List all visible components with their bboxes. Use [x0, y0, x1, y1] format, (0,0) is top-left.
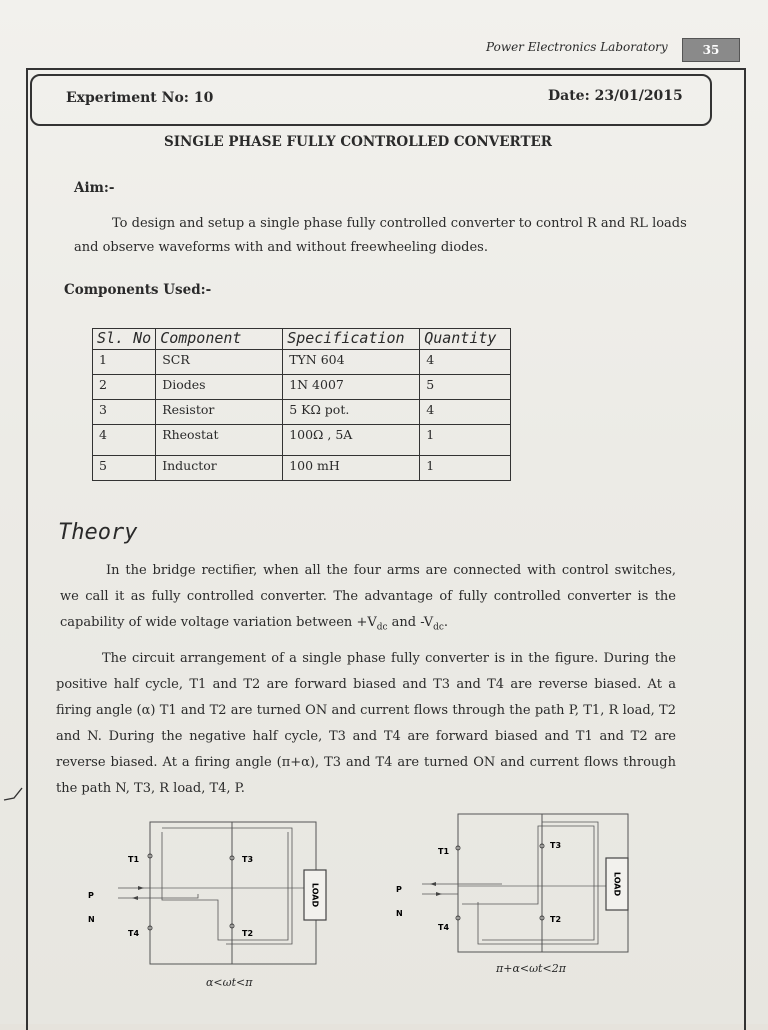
label-t3: T3 [242, 855, 254, 864]
table-header-row [93, 329, 511, 350]
components-heading: Components Used:- [64, 282, 212, 298]
label-t1: T1 [438, 847, 450, 856]
label-t2: T2 [242, 929, 254, 938]
arrow-icon [436, 892, 442, 896]
table-cell: 4 [93, 425, 156, 456]
column-header: Specification [283, 329, 420, 350]
table-cell: 1 [420, 456, 511, 481]
label-n: N [396, 909, 403, 918]
table-cell: 5 [93, 456, 156, 481]
table-cell: Resistor [156, 400, 283, 425]
circuit-outline [150, 822, 316, 964]
label-t3: T3 [550, 841, 562, 850]
table-cell: SCR [156, 350, 283, 375]
experiment-title: SINGLE PHASE FULLY CONTROLLED CONVERTER [163, 134, 553, 150]
load-label: LOAD [612, 871, 622, 897]
label-p: P [396, 885, 402, 894]
arrow-icon [430, 882, 436, 886]
table-cell: 3 [93, 400, 156, 425]
table-row [93, 400, 511, 425]
current-path-bottom [162, 832, 288, 940]
lab-title: Power Electronics Laboratory [486, 40, 668, 54]
theory-paragraph-1 [60, 558, 676, 641]
table-row [93, 375, 511, 400]
label-t1: T1 [128, 855, 140, 864]
table-cell: 1 [93, 350, 156, 375]
input-leads [118, 888, 198, 898]
circuit-diagram-negative-half [392, 806, 662, 956]
table-cell: Rheostat [156, 425, 283, 456]
table-cell: 100Ω , 5A [283, 425, 420, 456]
table-cell: TYN 604 [283, 350, 420, 375]
table-cell: Diodes [156, 375, 283, 400]
circuit-diagram-positive-half [78, 808, 348, 976]
table-cell: 1N 4007 [283, 375, 420, 400]
column-header: Sl. No [93, 329, 156, 350]
current-path-bottom [462, 826, 594, 940]
theory-paragraph-2: The circuit arrangement of a single phase fully converter is in the figure. During the positive half cycle, T1 and T2 are forward biased and T3 and T4 are reverse biased. At a firing angle (α) T1 and T2 are turned ON and current flows through the path P, T1, R load, T2 and N. During the negative half cycle, T3 and T4 are forward biased and T1 and T2 are reverse biased. At a firing angle (π+α), T3 and T4 are turned ON and current flows through the path N, T3, R load, T4, P. [56, 651, 676, 796]
experiment-date: Date: 23/01/2015 [548, 88, 683, 104]
arrow-icon [132, 896, 138, 900]
table-row [93, 350, 511, 375]
table-cell: 1 [420, 425, 511, 456]
theory-p1-text-a: In the bridge rectifier, when all the four arms are connected with control switches, we call it as fully controlled converter. The advantage of fully controlled converter is the capability of wide voltage variation between +V [60, 563, 676, 630]
page-number: 35 [682, 38, 740, 62]
current-path-top [162, 828, 292, 944]
label-n: N [88, 915, 95, 924]
table-cell: 4 [420, 400, 511, 425]
label-t4: T4 [438, 923, 450, 932]
theory-p1-text-b: and -V [387, 615, 434, 630]
label-p: P [88, 891, 94, 900]
theory-heading: Theory [58, 520, 138, 545]
table-cell: 2 [93, 375, 156, 400]
table-cell: 100 mH [283, 456, 420, 481]
label-t4: T4 [128, 929, 140, 938]
table-cell: 5 [420, 375, 511, 400]
table-row [93, 425, 511, 456]
circuit-outline [458, 814, 628, 952]
experiment-number: Experiment No: 10 [66, 90, 214, 106]
table-cell: 5 KΩ pot. [283, 400, 420, 425]
aim-text: To design and setup a single phase fully controlled converter to control R and RL loads and observe waveforms with and without freewheeling diodes. [74, 216, 687, 255]
arrow-icon [138, 886, 144, 890]
column-header: Component [156, 329, 283, 350]
column-header: Quantity [420, 329, 511, 350]
input-leads [422, 884, 502, 894]
load-label: LOAD [310, 882, 320, 908]
aim-heading: Aim:- [74, 180, 115, 196]
theory-p1-subscript-2: dc [433, 622, 444, 633]
figure-caption-right: π+α<ωt<2π [496, 962, 566, 975]
margin-pen-mark [2, 786, 24, 816]
theory-p1-subscript-1: dc [376, 622, 388, 633]
theory-p1-text-c: . [443, 615, 449, 630]
table-row [93, 456, 511, 481]
label-t2: T2 [550, 915, 562, 924]
components-table [92, 328, 511, 481]
table-cell: Inductor [156, 456, 283, 481]
table-cell: 4 [420, 350, 511, 375]
figure-caption-left: α<ωt<π [206, 976, 253, 989]
